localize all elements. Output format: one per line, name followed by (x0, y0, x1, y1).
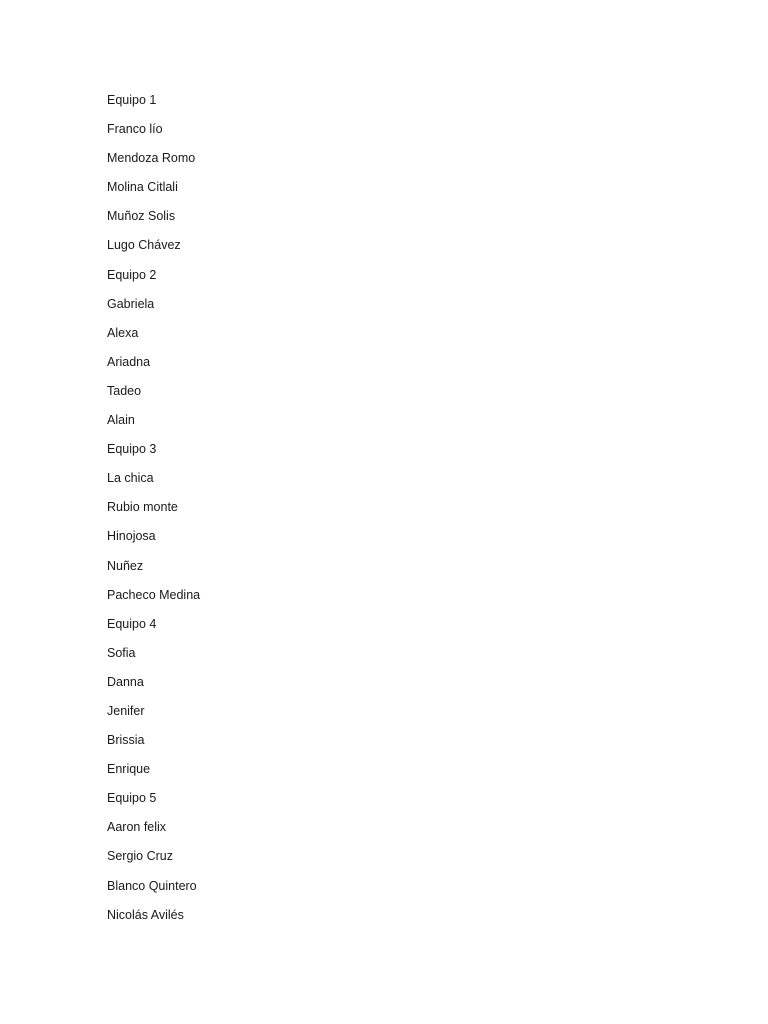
list-item: Mendoza Romo (107, 151, 196, 166)
team-heading: Equipo 1 (107, 93, 157, 107)
list-item: Tadeo (107, 383, 142, 398)
team-heading: Equipo 5 (107, 791, 157, 806)
list-item: La chica (107, 471, 154, 486)
list-item: Sofia (107, 645, 136, 660)
list-item: Alexa (107, 325, 139, 340)
list-item: Alain (107, 413, 135, 428)
list-item: Rubio monte (107, 500, 178, 515)
list-item: Nuñez (107, 558, 144, 573)
list-item: Jenifer (107, 703, 145, 718)
list-item: Gabriela (107, 296, 155, 311)
list-item: Aaron felix (107, 820, 167, 835)
list-item: Blanco Quintero (107, 878, 197, 893)
team-list (107, 91, 200, 935)
list-item: Sergio Cruz (107, 849, 173, 864)
list-item: Pacheco Medina (107, 587, 201, 602)
list-item: Enrique (107, 762, 151, 777)
list-item: Franco lío (107, 122, 163, 137)
list-item: Danna (107, 674, 144, 689)
team-heading: Equipo 4 (107, 616, 157, 631)
list-item: Hinojosa (107, 529, 156, 544)
list-item: Brissia (107, 733, 145, 748)
team-heading: Equipo 3 (107, 442, 157, 457)
list-item: Ariadna (107, 354, 151, 369)
team-heading: Equipo 2 (107, 267, 157, 282)
list-item: Muñoz Solis (107, 209, 176, 224)
list-item: Molina Citlali (107, 180, 178, 195)
list-item: Nicolás Avilés (107, 907, 184, 922)
list-item: Lugo Chávez (107, 238, 181, 253)
